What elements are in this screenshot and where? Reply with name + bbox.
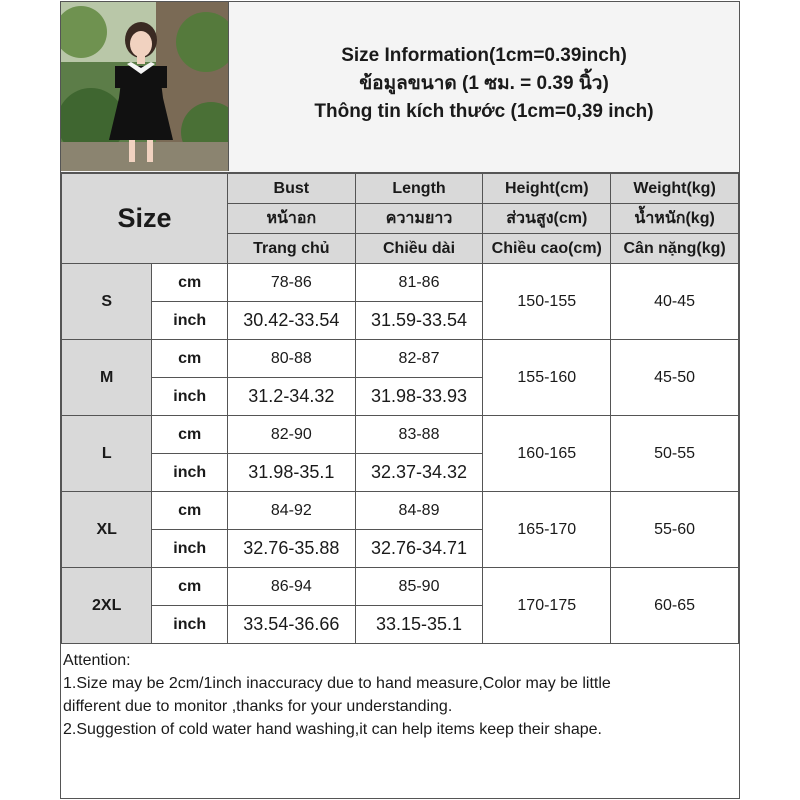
length-cm: 81-86 [355, 264, 483, 302]
height-header-th: ส่วนสูง(cm) [483, 204, 611, 234]
weight-header-th: น้ำหนัก(kg) [611, 204, 739, 234]
unit-cm: cm [152, 416, 228, 454]
model-photo-illustration [61, 2, 228, 171]
title-english: Size Information(1cm=0.39inch) [341, 45, 627, 66]
weight-range: 50-55 [611, 416, 739, 492]
weight-header-vi: Cân nặng(kg) [611, 234, 739, 264]
weight-range: 45-50 [611, 340, 739, 416]
bust-cm: 86-94 [227, 568, 355, 606]
bust-cm: 78-86 [227, 264, 355, 302]
bust-inch: 31.2-34.32 [227, 378, 355, 416]
chart-header [61, 2, 739, 173]
height-range: 160-165 [483, 416, 611, 492]
height-range: 165-170 [483, 492, 611, 568]
bust-header-en: Bust [227, 174, 355, 204]
bust-inch: 33.54-36.66 [227, 606, 355, 644]
size-label: XL [62, 492, 152, 568]
length-header-vi: Chiều dài [355, 234, 483, 264]
size-header: Size [62, 174, 228, 264]
length-cm: 85-90 [355, 568, 483, 606]
unit-inch: inch [152, 454, 228, 492]
unit-cm: cm [152, 568, 228, 606]
attention-notes [61, 647, 741, 743]
size-chart [60, 1, 740, 799]
unit-inch: inch [152, 378, 228, 416]
title-block [229, 42, 739, 126]
bust-header-th: หน้าอก [227, 204, 355, 234]
size-label: L [62, 416, 152, 492]
unit-cm: cm [152, 492, 228, 530]
bust-cm: 80-88 [227, 340, 355, 378]
title-vietnamese: Thông tin kích thước (1cm=0,39 inch) [314, 101, 654, 122]
height-range: 170-175 [483, 568, 611, 644]
size-label: 2XL [62, 568, 152, 644]
note-line: different due to monitor ,thanks for your understanding. [63, 698, 453, 715]
length-cm: 83-88 [355, 416, 483, 454]
length-inch: 32.76-34.71 [355, 530, 483, 568]
unit-inch: inch [152, 530, 228, 568]
length-header-th: ความยาว [355, 204, 483, 234]
unit-cm: cm [152, 340, 228, 378]
bust-inch: 31.98-35.1 [227, 454, 355, 492]
weight-range: 55-60 [611, 492, 739, 568]
unit-inch: inch [152, 302, 228, 340]
size-label: M [62, 340, 152, 416]
length-cm: 82-87 [355, 340, 483, 378]
unit-cm: cm [152, 264, 228, 302]
title-thai: ข้อมูลขนาด (1 ซม. = 0.39 นิ้ว) [359, 73, 609, 94]
unit-inch: inch [152, 606, 228, 644]
attention-heading: Attention: [63, 652, 131, 669]
bust-cm: 84-92 [227, 492, 355, 530]
length-inch: 31.98-33.93 [355, 378, 483, 416]
height-header-vi: Chiều cao(cm) [483, 234, 611, 264]
length-inch: 33.15-35.1 [355, 606, 483, 644]
weight-header-en: Weight(kg) [611, 174, 739, 204]
note-line: 2.Suggestion of cold water hand washing,it can help items keep their shape. [63, 721, 602, 738]
bust-header-vi: Trang chủ [227, 234, 355, 264]
height-range: 155-160 [483, 340, 611, 416]
length-inch: 31.59-33.54 [355, 302, 483, 340]
size-label: S [62, 264, 152, 340]
height-header-en: Height(cm) [483, 174, 611, 204]
bust-inch: 30.42-33.54 [227, 302, 355, 340]
size-table [61, 173, 739, 644]
note-line: 1.Size may be 2cm/1inch inaccuracy due to hand measure,Color may be little [63, 675, 611, 692]
product-photo [61, 2, 229, 171]
length-cm: 84-89 [355, 492, 483, 530]
weight-range: 60-65 [611, 568, 739, 644]
length-inch: 32.37-34.32 [355, 454, 483, 492]
height-range: 150-155 [483, 264, 611, 340]
weight-range: 40-45 [611, 264, 739, 340]
bust-inch: 32.76-35.88 [227, 530, 355, 568]
length-header-en: Length [355, 174, 483, 204]
bust-cm: 82-90 [227, 416, 355, 454]
